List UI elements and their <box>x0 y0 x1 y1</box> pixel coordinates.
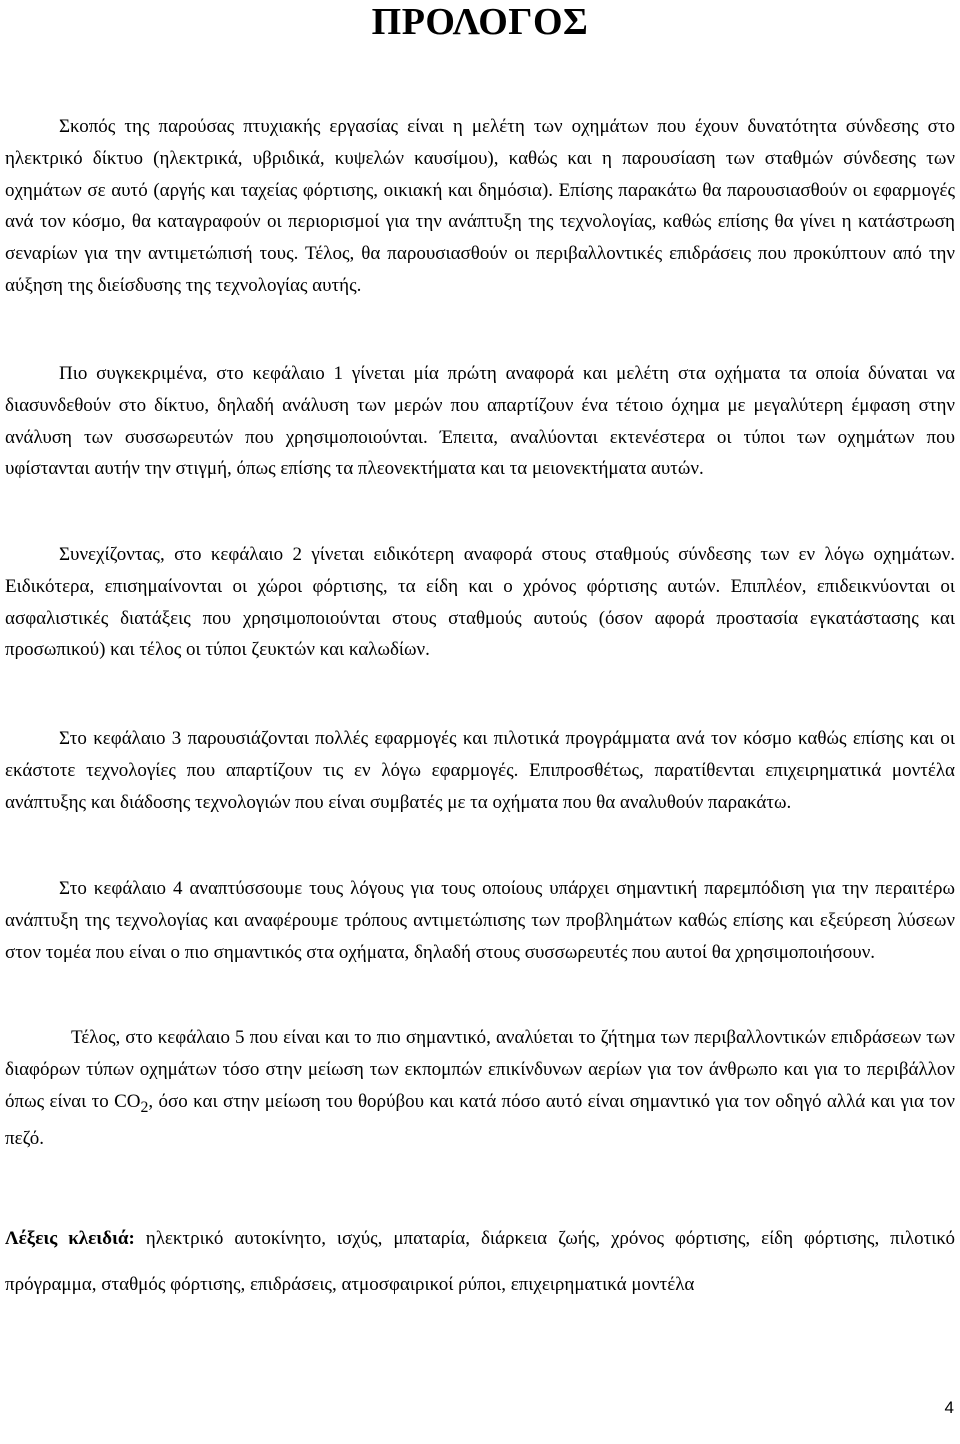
page-title: ΠΡΟΛΟΓΟΣ <box>371 1 589 43</box>
keywords-label: Λέξεις κλειδιά: <box>5 1228 135 1249</box>
paragraph-chapter-5-text-start: Τέλος, στο κεφάλαιο 5 που είναι και το πιο σημαντικό, αναλύεται το ζήτημα των περιβαλλοντικών επιδράσεων των διαφόρων τύπων οχημάτων τόσο στην μείωση των εκπομπών επικίνδυνων αερίων για τον άνθρωπο και για το περιβάλλον όπως είναι το <box>5 1027 955 1112</box>
paragraph-chapter-1: Πιο συγκεκριμένα, στο κεφάλαιο 1 γίνεται μία πρώτη αναφορά και μελέτη στα οχήματα τα οποία δύναται να διασυνδεθούν στο δίκτυο, δηλαδή ανάλυση των μερών που απαρτίζουν ένα τέτοιο όχημα με μεγαλύτερη έμφαση στην ανάλυση των συσσωρευτών που χρησιμοποιούνται. Έπειτα, αναλύονται εκτενέστερα οι τύποι των οχημάτων που υφίστανται αυτήν την στιγμή, όπως επίσης τα πλεονεκτήματα και τα μειονεκτήματα αυτών. <box>5 363 955 480</box>
paragraph-purpose: Σκοπός της παρούσας πτυχιακής εργασίας είναι η μελέτη των οχημάτων που έχουν δυνατότητα σύνδεσης στο ηλεκτρικό δίκτυο (ηλεκτρικά, υβριδικά, κυψελών καυσίμου), καθώς και η παρουσίαση των σταθμών σύνδεσης των οχημάτων σε αυτό (αργής και ταχείας φόρτισης, οικιακή και δημόσια). Επίσης παρακάτω θα παρουσιασθούν οι εφαρμογές ανά τον κόσμο, θα καταγραφούν οι περιορισμοί για την ανάπτυξη της τεχνολογίας, καθώς επίσης θα γίνει η κατάστρωση σεναρίων για την αντιμετώπισή τους. Τέλος, θα παρουσιασθούν οι περιβαλλοντικές επιδράσεις που προκύπτουν από την αύξηση της διείσδυσης της τεχνολογίας αυτής. <box>5 116 955 296</box>
page-number: 4 <box>944 1398 954 1417</box>
co2-formula-base: CO <box>114 1090 141 1112</box>
document-page <box>5 0 955 1295</box>
paragraph-chapter-3: Στο κεφάλαιο 3 παρουσιάζονται πολλές εφαρμογές και πιλοτικά προγράμματα ανά τον κόσμο καθώς επίσης και οι εκάστοτε τεχνολογίες που απαρτίζουν τις εν λόγω εφαρμογές. Επιπροσθέτως, παρατίθενται επιχειρηματικά μοντέλα ανάπτυξης και διάδοσης τεχνολογιών που είναι συμβατές με τα οχήματα που θα αναλυθούν παρακάτω. <box>5 728 955 813</box>
paragraph-chapter-2: Συνεχίζοντας, στο κεφάλαιο 2 γίνεται ειδικότερη αναφορά στους σταθμούς σύνδεσης των εν λόγω οχημάτων. Ειδικότερα, επισημαίνονται οι χώροι φόρτισης, τα είδη και ο χρόνος φόρτισης αυτών. Επιπλέον, επιδεικνύονται οι ασφαλιστικές διατάξεις που χρησιμοποιούνται στους σταθμούς αυτούς (όσον αφορά προστασία εγκατάστασης και προσωπικού) και τέλος οι τύποι ζευκτών και καλωδίων. <box>5 544 955 661</box>
keywords-list: ηλεκτρικό αυτοκίνητο, ισχύς, μπαταρία, διάρκεια ζωής, χρόνος φόρτισης, είδη φόρτισης, πιλοτικό πρόγραμμα, σταθμός φόρτισης, επιδράσεις, ατμοσφαιρικοί ρύποι, επιχειρηματικά μοντέλα <box>5 1228 955 1295</box>
paragraph-chapter-5-text-end: , όσο και στην μείωση του θορύβου και κατά πόσο αυτό είναι σημαντικό για τον οδηγό αλλά και για τον πεζό. <box>5 1090 955 1150</box>
co2-formula-subscript: 2 <box>140 1098 149 1116</box>
paragraph-chapter-5 <box>5 1022 955 1155</box>
co2-formula <box>114 1090 149 1116</box>
keywords-section <box>5 1216 955 1307</box>
paragraph-chapter-4: Στο κεφάλαιο 4 αναπτύσσουμε τους λόγους για τους οποίους υπάρχει σημαντική παρεμπόδιση για την περαιτέρω ανάπτυξη της τεχνολογίας και αναφέρουμε τρόπους αντιμετώπισης των προβλημάτων καθώς επίσης και εξεύρεση λύσεων στον τομέα που είναι ο πιο σημαντικός στα οχήματα, δηλαδή στους συσσωρευτές που αυτοί θα χρησιμοποιήσουν. <box>5 878 955 963</box>
